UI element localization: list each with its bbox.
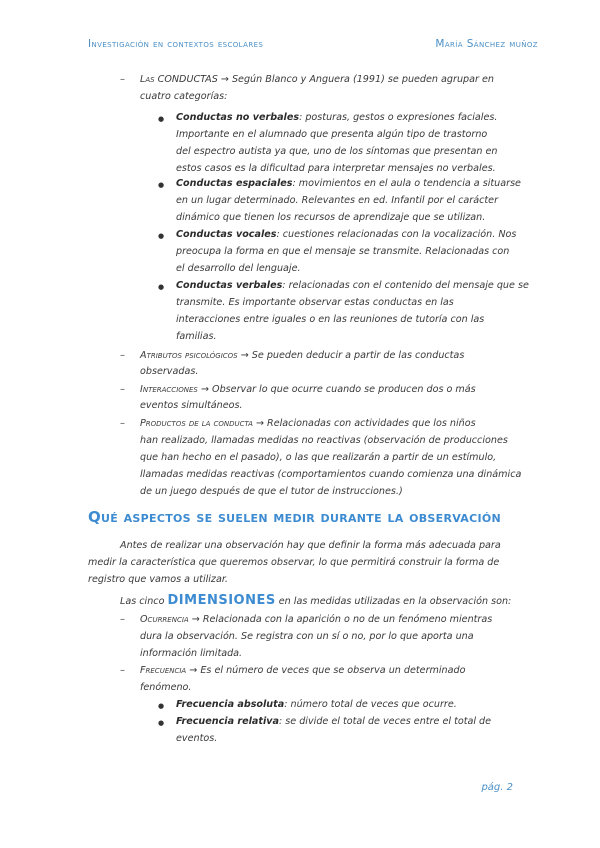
circle-bullet: ● — [158, 115, 165, 123]
frecuencia-absoluta-term: Frecuencia absoluta — [176, 699, 285, 710]
circle-bullet: ● — [158, 702, 165, 710]
section-title: Qué aspectos se suelen medir durante la observación — [88, 508, 502, 526]
ocurrencia-text: → Relacionada con la aparición o no de un fenómeno mientras — [191, 614, 493, 625]
conducta-item-line — [176, 178, 521, 189]
conducta-text: : movimientos en el aula o tendencia a situarse — [292, 178, 521, 189]
conducta-term: Conductas verbales — [176, 280, 283, 291]
frecuencia-text: → Es el número de veces que se observa un determinado — [189, 665, 466, 676]
header-author: María Sánchez muñoz — [435, 38, 538, 50]
interacciones-label: Interacciones — [140, 384, 198, 395]
dimensiones-line — [120, 593, 511, 608]
circle-bullet: ● — [158, 719, 165, 727]
dash-bullet: – — [120, 350, 125, 361]
frecuencia-line-2: fenómeno. — [140, 682, 192, 693]
circle-bullet: ● — [158, 283, 165, 291]
conductas-label: Las CONDUCTAS — [140, 74, 218, 85]
conducta-item-line — [176, 112, 497, 123]
conducta-item-line: del espectro autista ya que, uno de los síntomas que presentan en — [176, 146, 498, 157]
frecuencia-line-1 — [140, 665, 465, 676]
productos-line-1 — [140, 418, 476, 429]
dimensiones-pre: Las cinco — [120, 596, 165, 607]
atributos-line-1 — [140, 350, 464, 361]
dimensiones-word: DIMENSIONES — [167, 593, 276, 608]
conducta-text: : relacionadas con el contenido del mensaje que se — [282, 280, 529, 291]
conducta-term: Conductas espaciales — [176, 178, 293, 189]
interacciones-text: → Observar lo que ocurre cuando se producen dos o más — [200, 384, 476, 395]
conducta-item-line — [176, 229, 516, 240]
conducta-item-line: Importante en el alumnado que presenta algún tipo de trastorno — [176, 129, 488, 140]
conducta-text: : posturas, gestos o expresiones faciales. — [299, 112, 498, 123]
frecuencia-relativa-line-2: eventos. — [176, 733, 218, 744]
frecuencia-label: Frecuencia — [140, 665, 187, 676]
dash-bullet: – — [120, 665, 125, 676]
dash-bullet: – — [120, 418, 125, 429]
paragraph-line-2: medir la característica que queremos observar, lo que permitirá construir la forma de — [88, 557, 500, 568]
conducta-item-line: interacciones entre iguales o en las reuniones de tutoría con las — [176, 314, 485, 325]
dimensiones-post: en las medidas utilizadas en la observación son: — [278, 596, 512, 607]
conductas-intro-text: → Según Blanco y Anguera (1991) se pueden agrupar en — [220, 74, 494, 85]
dash-bullet: – — [120, 384, 125, 395]
conducta-item-line: preocupa la forma en que el mensaje se transmite. Relacionadas con — [176, 246, 510, 257]
paragraph-line-3: registro que vamos a utilizar. — [88, 574, 228, 585]
ocurrencia-line-3: información limitada. — [140, 648, 243, 659]
frecuencia-relativa-term: Frecuencia relativa — [176, 716, 279, 727]
page-number: pág. 2 — [481, 782, 513, 793]
conducta-item-line — [176, 280, 529, 291]
dash-bullet: – — [120, 74, 125, 85]
conducta-text: : cuestiones relacionadas con la vocalización. Nos — [276, 229, 517, 240]
productos-line-4: llamadas medidas reactivas (comportamientos cuando comienza una dinámica — [140, 469, 522, 480]
ocurrencia-label: Ocurrencia — [140, 614, 189, 625]
dash-bullet: – — [120, 614, 125, 625]
conducta-term: Conductas no verbales — [176, 112, 300, 123]
conducta-item-line: estos casos es la dificultad para interpretar mensajes no verbales. — [176, 163, 496, 174]
conducta-item-line: familias. — [176, 331, 217, 342]
conducta-item-line: transmite. Es importante observar estas conductas en las — [176, 297, 454, 308]
paragraph-line-1: Antes de realizar una observación hay que definir la forma más adecuada para — [120, 540, 501, 551]
circle-bullet: ● — [158, 181, 165, 189]
atributos-text: → Se pueden deducir a partir de las conductas — [240, 350, 465, 361]
header-title-left: Investigación en contextos escolares — [88, 38, 264, 50]
frecuencia-absoluta — [176, 699, 457, 710]
productos-line-3: que han hecho en el pasado), o las que realizarán a partir de un estímulo, — [140, 452, 497, 463]
conducta-item-line: el desarrollo del lenguaje. — [176, 263, 301, 274]
ocurrencia-line-2: dura la observación. Se registra con un sí o no, por lo que aporta una — [140, 631, 474, 642]
interacciones-line-2: eventos simultáneos. — [140, 400, 243, 411]
ocurrencia-line-1 — [140, 614, 492, 625]
frecuencia-relativa — [176, 716, 491, 727]
conducta-term: Conductas vocales — [176, 229, 277, 240]
conductas-intro-2: cuatro categorías: — [140, 91, 228, 102]
interacciones-line-1 — [140, 384, 476, 395]
productos-line-5: de un juego después de que el tutor de instrucciones.) — [140, 486, 403, 497]
atributos-label: Atributos psicológicos — [140, 350, 238, 361]
conducta-item-line: dinámico que tienen los recursos de aprendizaje que se utilizan. — [176, 212, 486, 223]
circle-bullet: ● — [158, 232, 165, 240]
productos-text: → Relacionadas con actividades que los niños — [255, 418, 476, 429]
productos-label: Productos de la conducta — [140, 418, 253, 429]
frecuencia-absoluta-text: : número total de veces que ocurre. — [284, 699, 457, 710]
conducta-item-line: en un lugar determinado. Relevantes en ed. Infantil por el carácter — [176, 195, 499, 206]
conductas-intro — [140, 74, 514, 85]
productos-line-2: han realizado, llamadas medidas no reactivas (observación de producciones — [140, 435, 508, 446]
frecuencia-relativa-text: : se divide el total de veces entre el total de — [278, 716, 492, 727]
atributos-line-2: observadas. — [140, 366, 199, 377]
